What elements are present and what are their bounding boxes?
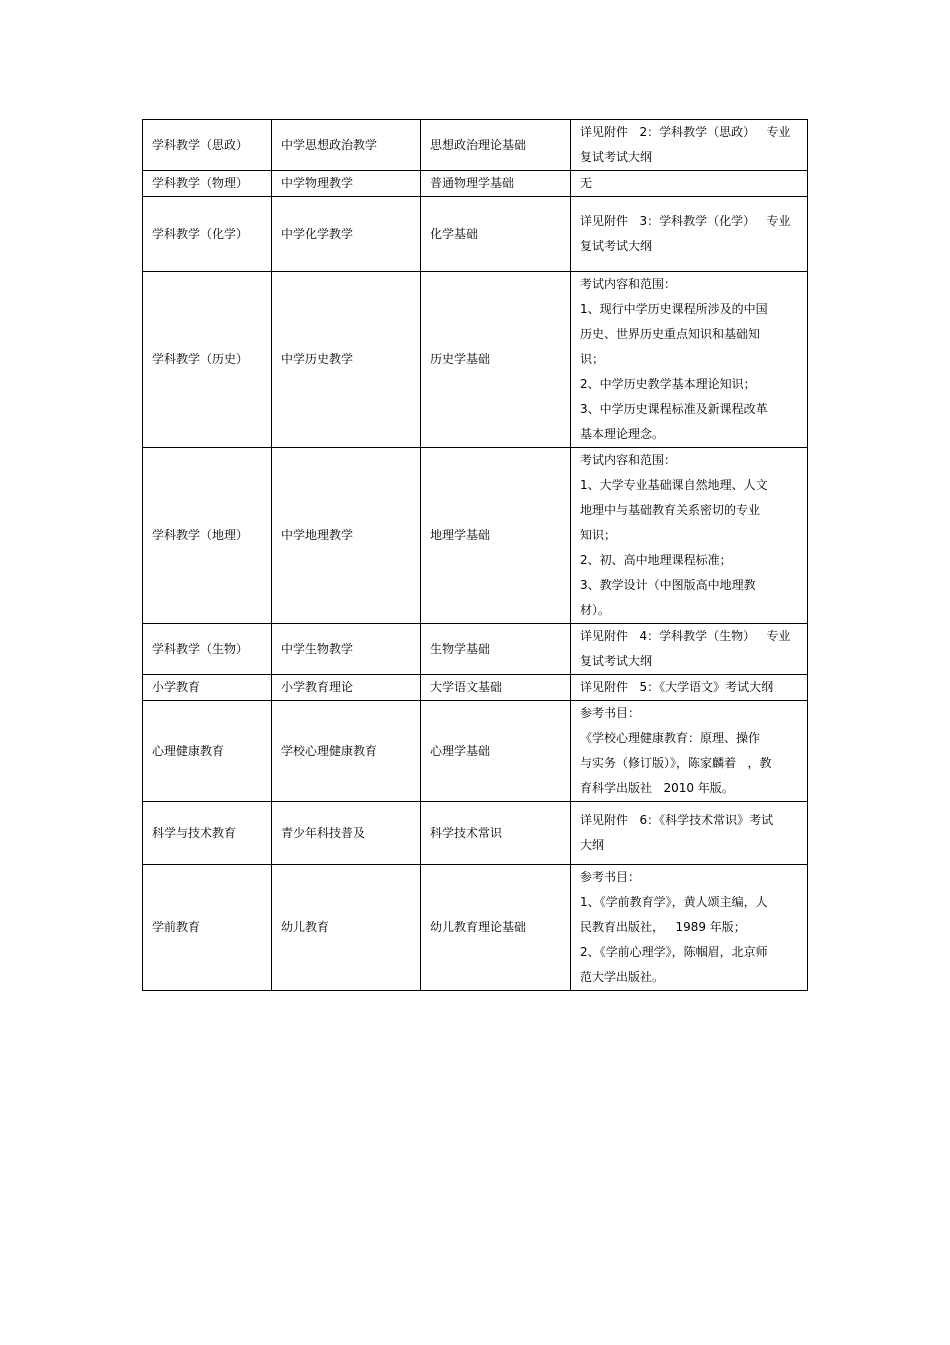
direction-cell: 中学生物教学 <box>272 624 421 675</box>
exam-subjects-table <box>142 119 808 991</box>
note-line: 2、中学历史教学基本理论知识； <box>580 377 756 391</box>
table-row <box>143 120 808 171</box>
note-line: 历史、世界历史重点知识和基础知 <box>580 327 761 341</box>
major-cell: 学科教学（生物） <box>143 624 272 675</box>
note-line: 复试考试大纲 <box>580 239 653 253</box>
direction-cell: 青少年科技普及 <box>272 802 421 865</box>
table-row <box>143 865 808 991</box>
table-body <box>143 120 808 991</box>
direction-cell: 小学教育理论 <box>272 675 421 701</box>
note-line: 基本理论理念。 <box>580 427 665 441</box>
note-line: 地理中与基础教育关系密切的专业 <box>580 503 761 517</box>
major-cell: 小学教育 <box>143 675 272 701</box>
subject-cell: 思想政治理论基础 <box>421 120 571 171</box>
major-cell: 学科教学（思政） <box>143 120 272 171</box>
direction-cell: 学校心理健康教育 <box>272 701 421 802</box>
note-line: 参考书目： <box>580 870 641 884</box>
note-cell <box>571 120 808 171</box>
note-line: 范大学出版社。 <box>580 970 665 984</box>
subject-cell: 化学基础 <box>421 197 571 272</box>
direction-cell: 中学化学教学 <box>272 197 421 272</box>
direction-cell: 中学地理教学 <box>272 448 421 624</box>
table-row <box>143 675 808 701</box>
subject-cell: 普通物理学基础 <box>421 171 571 197</box>
note-line: 考试内容和范围： <box>580 453 677 467</box>
major-cell: 学前教育 <box>143 865 272 991</box>
note-line: 参考书目： <box>580 706 641 720</box>
table-row <box>143 802 808 865</box>
note-line: 与实务（修订版）》，陈家麟着 ，教 <box>580 756 772 770</box>
note-cell <box>571 448 808 624</box>
major-cell: 学科教学（物理） <box>143 171 272 197</box>
direction-cell: 中学历史教学 <box>272 272 421 448</box>
major-cell: 学科教学（化学） <box>143 197 272 272</box>
major-cell: 学科教学（地理） <box>143 448 272 624</box>
note-line: 知识； <box>580 528 617 542</box>
subject-cell: 心理学基础 <box>421 701 571 802</box>
note-line: 详见附件 4：学科教学（生物） 专业 <box>580 629 791 643</box>
note-cell <box>571 197 808 272</box>
subject-cell: 大学语文基础 <box>421 675 571 701</box>
note-line: 育科学出版社 2010 年版。 <box>580 781 734 795</box>
direction-cell: 中学物理教学 <box>272 171 421 197</box>
table-row <box>143 171 808 197</box>
note-line: 详见附件 6：《科学技术常识》考试 <box>580 813 774 827</box>
table-row <box>143 448 808 624</box>
note-line: 识； <box>580 352 605 366</box>
note-line: 2、初、高中地理课程标准； <box>580 553 732 567</box>
table-row <box>143 197 808 272</box>
note-line: 《学校心理健康教育：原理、操作 <box>580 731 761 745</box>
note-cell <box>571 624 808 675</box>
note-cell <box>571 701 808 802</box>
subject-cell: 科学技术常识 <box>421 802 571 865</box>
note-cell <box>571 675 808 701</box>
note-line: 详见附件 3：学科教学（化学） 专业 <box>580 214 791 228</box>
major-cell: 科学与技术教育 <box>143 802 272 865</box>
note-line: 民教育出版社， 1989 年版； <box>580 920 746 934</box>
direction-cell: 中学思想政治教学 <box>272 120 421 171</box>
subject-cell: 地理学基础 <box>421 448 571 624</box>
note-line: 3、教学设计（中图版高中地理教 <box>580 578 756 592</box>
major-cell: 心理健康教育 <box>143 701 272 802</box>
note-line: 大纲 <box>580 838 605 852</box>
note-line: 材）。 <box>580 603 611 617</box>
major-cell: 学科教学（历史） <box>143 272 272 448</box>
note-line: 无 <box>580 176 593 190</box>
note-line: 1、大学专业基础课自然地理、人文 <box>580 478 768 492</box>
note-line: 详见附件 5：《大学语文》考试大纲 <box>580 680 774 694</box>
note-cell <box>571 272 808 448</box>
subject-cell: 历史学基础 <box>421 272 571 448</box>
note-cell <box>571 865 808 991</box>
subject-cell: 生物学基础 <box>421 624 571 675</box>
note-cell <box>571 171 808 197</box>
direction-cell: 幼儿教育 <box>272 865 421 991</box>
note-line: 1、《学前教育学》，黄人颂主编，人 <box>580 895 768 909</box>
subject-cell: 幼儿教育理论基础 <box>421 865 571 991</box>
table-row <box>143 272 808 448</box>
note-line: 复试考试大纲 <box>580 654 653 668</box>
table-row <box>143 701 808 802</box>
note-cell <box>571 802 808 865</box>
note-line: 1、现行中学历史课程所涉及的中国 <box>580 302 768 316</box>
note-line: 3、中学历史课程标准及新课程改革 <box>580 402 768 416</box>
table-row <box>143 624 808 675</box>
note-line: 详见附件 2：学科教学（思政） 专业 <box>580 125 791 139</box>
note-line: 考试内容和范围： <box>580 277 677 291</box>
note-line: 复试考试大纲 <box>580 150 653 164</box>
note-line: 2、《学前心理学》，陈帼眉，北京师 <box>580 945 768 959</box>
